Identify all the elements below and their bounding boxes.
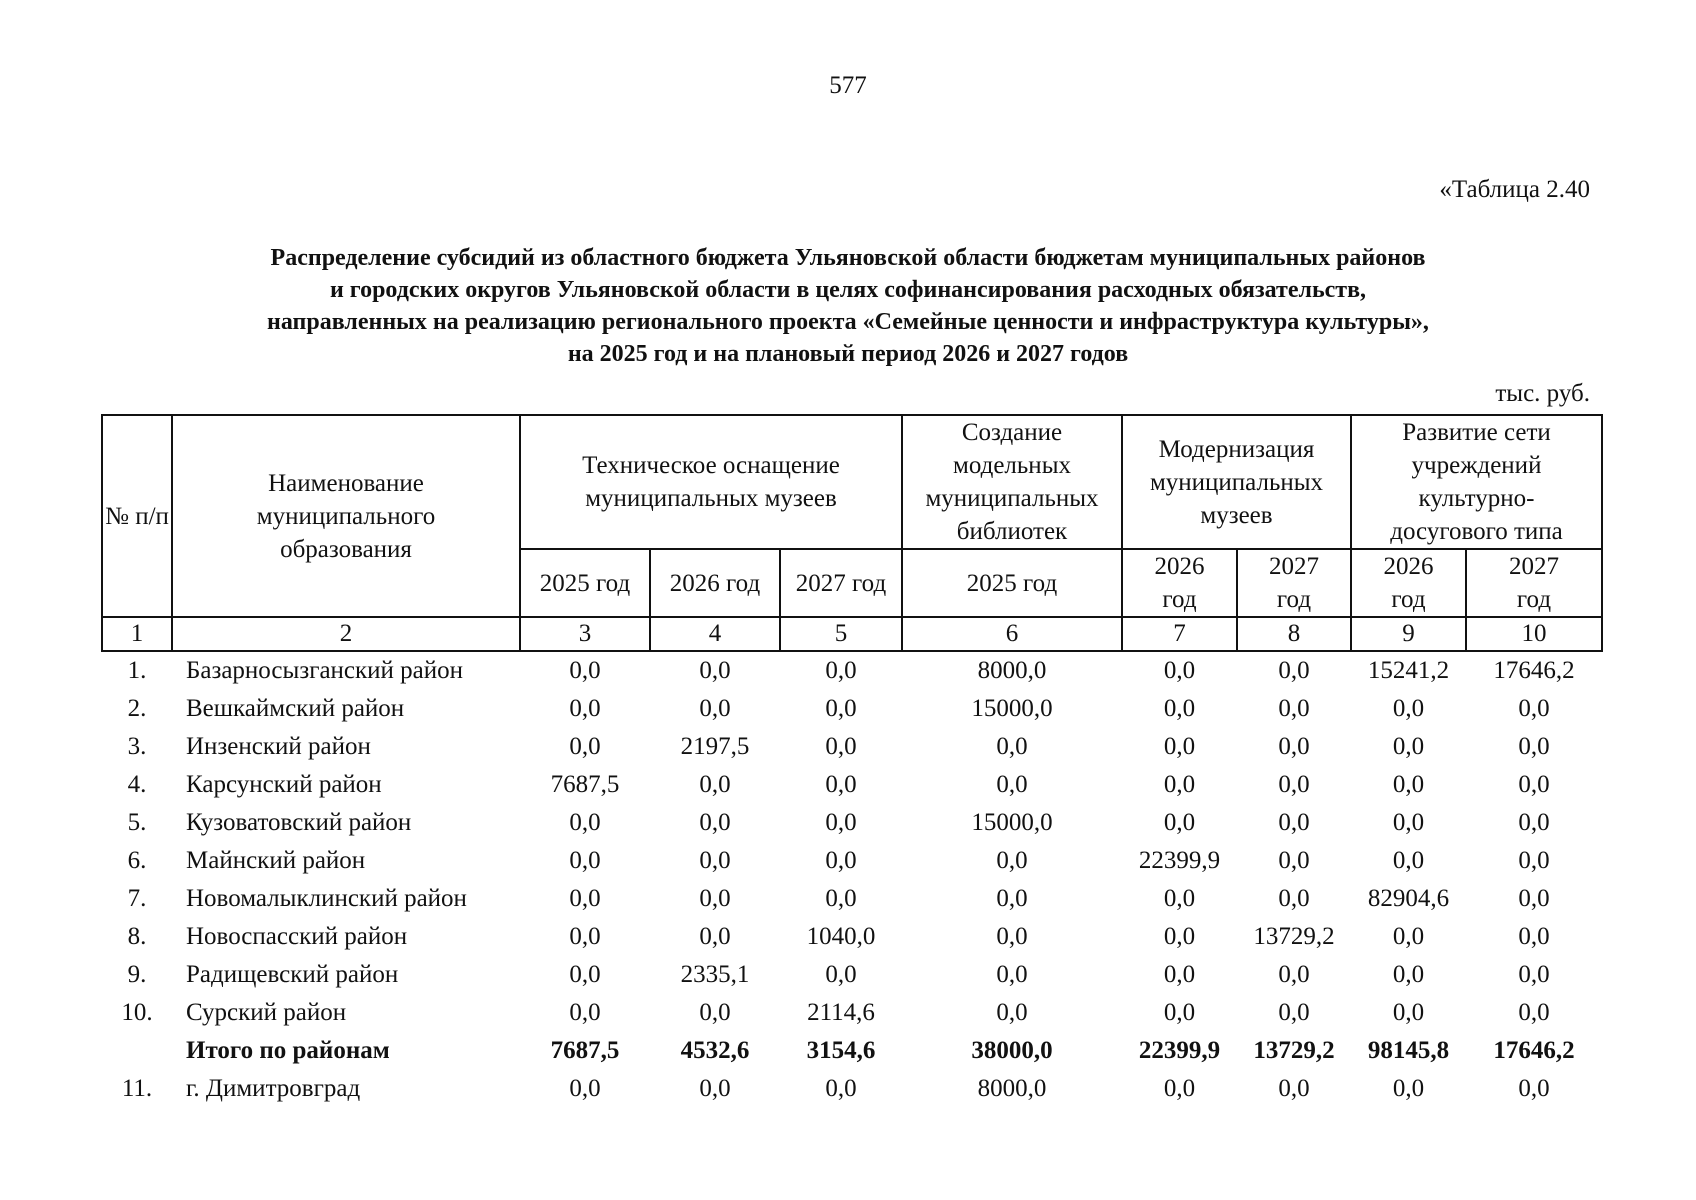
- value-cell: 0,0: [996, 847, 1028, 874]
- value-cell: 0,0: [1278, 961, 1310, 988]
- value-cell: 0,0: [996, 999, 1028, 1026]
- value-cell: 0,0: [825, 695, 857, 722]
- table-row: [102, 804, 1602, 842]
- municipality-name: Майнский район: [186, 847, 366, 874]
- municipality-name: Новомалыклинский район: [186, 885, 467, 912]
- table-row: [102, 842, 1602, 880]
- column-number: 5: [780, 617, 902, 651]
- municipality-name: г. Димитровград: [186, 1075, 361, 1102]
- value-cell: 0,0: [1163, 771, 1196, 798]
- value-cell: 1040,0: [806, 923, 876, 950]
- row-number: 9.: [127, 961, 147, 988]
- column-number: 6: [902, 617, 1122, 651]
- value-cell: 0,0: [1278, 999, 1310, 1026]
- row-number: 6.: [127, 847, 147, 874]
- title-line: направленных на реализацию регионального проекта «Семейные ценности и инфраструктура культуры»,: [267, 309, 1429, 335]
- value-cell: 0,0: [1163, 885, 1196, 912]
- value-cell: 0,0: [1518, 1075, 1550, 1102]
- value-cell: 0,0: [1518, 923, 1550, 950]
- row-number: 5.: [127, 809, 147, 836]
- row-number: 1.: [127, 657, 147, 684]
- municipality-name: Сурский район: [186, 999, 347, 1026]
- value-cell: 0,0: [825, 657, 857, 684]
- value-cell: 0,0: [699, 847, 731, 874]
- header-year: 2026 год: [1351, 549, 1466, 617]
- value-cell: 0,0: [996, 885, 1028, 912]
- header-number: № п/п: [102, 415, 172, 617]
- municipality-name: Кузоватовский район: [186, 809, 412, 836]
- value-cell: 3154,6: [806, 1037, 876, 1064]
- row-number: 4.: [127, 771, 147, 798]
- title-line: Распределение субсидий из областного бюджета Ульяновской области бюджетам муниципальных районов: [270, 245, 1426, 271]
- title-line: и городских округов Ульяновской области в целях софинансирования расходных обязательств,: [329, 277, 1367, 303]
- value-cell: 0,0: [825, 809, 857, 836]
- value-cell: 0,0: [569, 1075, 601, 1102]
- total-row: [102, 1032, 1602, 1070]
- value-cell: 0,0: [699, 657, 731, 684]
- table-row: [102, 766, 1602, 804]
- municipality-name: Инзенский район: [186, 733, 371, 760]
- value-cell: 0,0: [1278, 771, 1310, 798]
- value-cell: 22399,9: [1138, 847, 1221, 874]
- header-model-libraries: Создание модельных муниципальных библиотек: [902, 415, 1122, 549]
- value-cell: 0,0: [1518, 733, 1550, 760]
- value-cell: 0,0: [699, 923, 731, 950]
- value-cell: 0,0: [1163, 923, 1196, 950]
- value-cell: 0,0: [1518, 961, 1550, 988]
- row-number: 3.: [127, 733, 147, 760]
- header-technical-equipment: Техническое оснащение муниципальных музеев: [520, 415, 902, 549]
- table-reference: «Таблица 2.40: [1439, 176, 1590, 203]
- header-year: 2027 год: [1237, 549, 1351, 617]
- row-number: 2.: [127, 695, 147, 722]
- value-cell: 0,0: [569, 961, 601, 988]
- value-cell: 7687,5: [550, 1037, 620, 1064]
- value-cell: 0,0: [1163, 999, 1196, 1026]
- value-cell: 0,0: [1278, 809, 1310, 836]
- value-cell: 22399,9: [1138, 1037, 1221, 1064]
- municipality-name: Радищевский район: [186, 961, 399, 988]
- value-cell: 0,0: [1518, 809, 1550, 836]
- value-cell: 4532,6: [680, 1037, 750, 1064]
- value-cell: 17646,2: [1493, 1037, 1575, 1064]
- value-cell: 0,0: [1518, 999, 1550, 1026]
- subsidy-table: [101, 414, 1603, 1108]
- value-cell: 0,0: [1392, 1075, 1425, 1102]
- table-row: [102, 994, 1602, 1032]
- value-cell: 15241,2: [1367, 657, 1450, 684]
- row-number: 8.: [127, 923, 147, 950]
- value-cell: 0,0: [569, 733, 601, 760]
- value-cell: 0,0: [825, 885, 857, 912]
- value-cell: 2197,5: [680, 733, 750, 760]
- row-number: 11.: [121, 1075, 153, 1102]
- value-cell: 15000,0: [971, 809, 1053, 836]
- column-number: 7: [1122, 617, 1237, 651]
- value-cell: 13729,2: [1253, 1037, 1335, 1064]
- table-row: [102, 651, 1602, 690]
- value-cell: 0,0: [699, 809, 731, 836]
- value-cell: 0,0: [1392, 847, 1425, 874]
- header-museum-modernization: Модернизация муниципальных музеев: [1122, 415, 1351, 549]
- value-cell: 0,0: [1163, 1075, 1196, 1102]
- value-cell: 0,0: [699, 695, 731, 722]
- value-cell: 98145,8: [1367, 1037, 1450, 1064]
- value-cell: 0,0: [1392, 999, 1425, 1026]
- value-cell: 0,0: [1392, 695, 1425, 722]
- value-cell: 0,0: [569, 809, 601, 836]
- municipality-name: Базарносызганский район: [186, 657, 464, 684]
- row-number: [102, 1032, 172, 1070]
- column-number: 1: [102, 617, 172, 651]
- table-body: [102, 651, 1602, 1108]
- header-year: 2025 год: [902, 549, 1122, 617]
- value-cell: 0,0: [996, 961, 1028, 988]
- value-cell: 13729,2: [1253, 923, 1335, 950]
- value-cell: 0,0: [699, 885, 731, 912]
- value-cell: 0,0: [825, 733, 857, 760]
- document-title: [100, 242, 1596, 370]
- title-line: на 2025 год и на плановый период 2026 и 2027 годов: [567, 341, 1129, 367]
- value-cell: 0,0: [1392, 771, 1425, 798]
- value-cell: 0,0: [1163, 733, 1196, 760]
- table-row: [102, 880, 1602, 918]
- value-cell: 0,0: [1392, 809, 1425, 836]
- value-cell: 2114,6: [807, 999, 875, 1026]
- value-cell: 0,0: [1278, 733, 1310, 760]
- value-cell: 0,0: [1163, 809, 1196, 836]
- value-cell: 0,0: [825, 961, 857, 988]
- header-year: 2025 год: [520, 549, 650, 617]
- value-cell: 38000,0: [971, 1037, 1053, 1064]
- value-cell: 0,0: [1278, 1075, 1310, 1102]
- value-cell: 0,0: [699, 771, 731, 798]
- value-cell: 0,0: [1518, 695, 1550, 722]
- table-row: [102, 1070, 1602, 1108]
- header-year: 2027 год: [1466, 549, 1602, 617]
- column-number: 8: [1237, 617, 1351, 651]
- header-cultural-network: Развитие сети учреждений культурно-досугового типа: [1351, 415, 1602, 549]
- value-cell: 0,0: [996, 923, 1028, 950]
- value-cell: 0,0: [569, 847, 601, 874]
- table-row: [102, 690, 1602, 728]
- value-cell: 0,0: [1163, 695, 1196, 722]
- column-number: 2: [172, 617, 520, 651]
- value-cell: 0,0: [1518, 847, 1550, 874]
- value-cell: 0,0: [1392, 733, 1425, 760]
- value-cell: 8000,0: [977, 657, 1047, 684]
- table-row: [102, 918, 1602, 956]
- header-year: 2027 год: [780, 549, 902, 617]
- row-number: 10.: [121, 999, 153, 1026]
- value-cell: 0,0: [1278, 885, 1310, 912]
- page-number: 577: [829, 72, 867, 99]
- value-cell: 17646,2: [1493, 657, 1575, 684]
- row-number: 7.: [127, 885, 147, 912]
- value-cell: 0,0: [699, 999, 731, 1026]
- value-cell: 15000,0: [971, 695, 1053, 722]
- column-number: 10: [1466, 617, 1602, 651]
- value-cell: 0,0: [996, 733, 1028, 760]
- value-cell: 0,0: [569, 695, 601, 722]
- municipality-name: Вешкаймский район: [186, 695, 405, 722]
- value-cell: 0,0: [825, 771, 857, 798]
- header-year: 2026 год: [1122, 549, 1237, 617]
- value-cell: 0,0: [569, 657, 601, 684]
- value-cell: 0,0: [1278, 695, 1310, 722]
- value-cell: 0,0: [1518, 885, 1550, 912]
- column-number: 3: [520, 617, 650, 651]
- value-cell: 82904,6: [1367, 885, 1450, 912]
- value-cell: 0,0: [1392, 961, 1425, 988]
- units-label: тыс. руб.: [1495, 380, 1590, 407]
- column-number: 4: [650, 617, 780, 651]
- value-cell: 7687,5: [550, 771, 620, 798]
- table-row: [102, 956, 1602, 994]
- value-cell: 8000,0: [977, 1075, 1047, 1102]
- value-cell: 2335,1: [680, 961, 750, 988]
- value-cell: 0,0: [825, 847, 857, 874]
- value-cell: 0,0: [1163, 657, 1196, 684]
- value-cell: 0,0: [1163, 961, 1196, 988]
- column-number: 9: [1351, 617, 1466, 651]
- value-cell: 0,0: [569, 923, 601, 950]
- value-cell: 0,0: [996, 771, 1028, 798]
- value-cell: 0,0: [1278, 657, 1310, 684]
- value-cell: 0,0: [825, 1075, 857, 1102]
- table-header: [102, 415, 1602, 651]
- table-row: [102, 728, 1602, 766]
- value-cell: 0,0: [1278, 847, 1310, 874]
- municipality-name: Новоспасский район: [186, 923, 408, 950]
- value-cell: 0,0: [699, 1075, 731, 1102]
- header-name: Наименование муниципального образования: [172, 415, 520, 617]
- value-cell: 0,0: [1518, 771, 1550, 798]
- municipality-name: Итого по районам: [186, 1037, 390, 1064]
- header-year: 2026 год: [650, 549, 780, 617]
- value-cell: 0,0: [569, 999, 601, 1026]
- municipality-name: Карсунский район: [186, 771, 382, 798]
- value-cell: 0,0: [569, 885, 601, 912]
- value-cell: 0,0: [1392, 923, 1425, 950]
